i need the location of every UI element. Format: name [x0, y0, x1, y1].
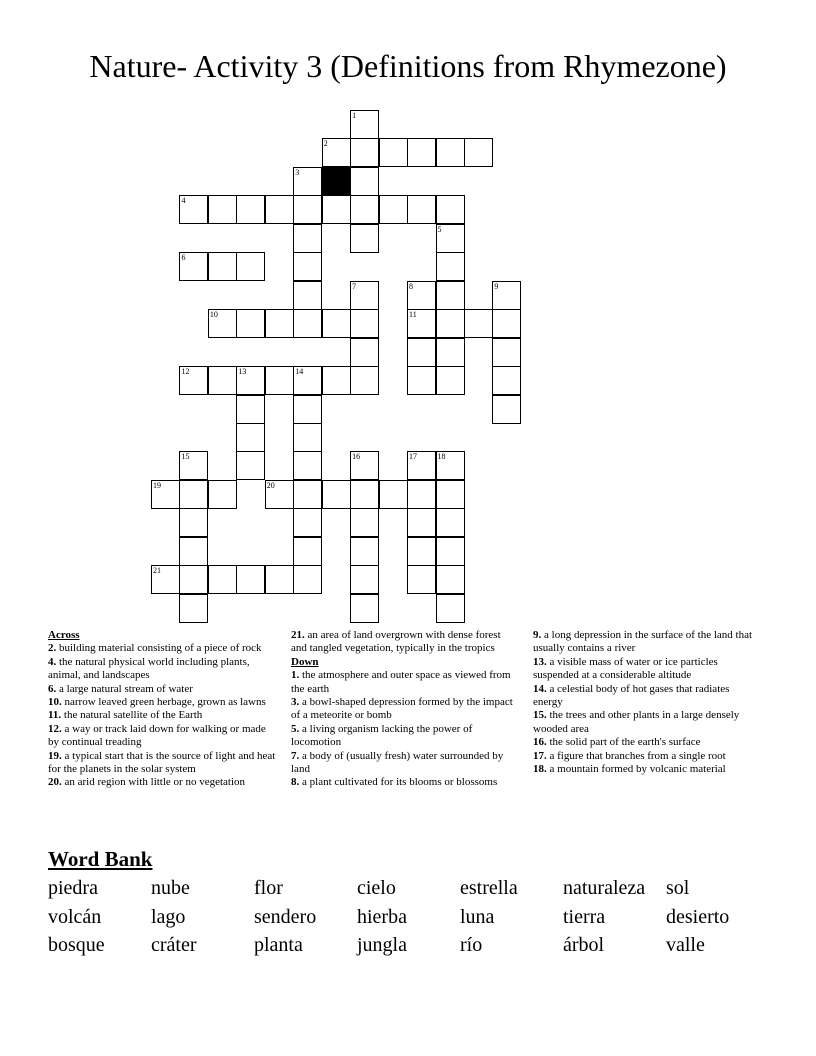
down-clue	[291, 723, 519, 750]
crossword-cell[interactable]	[265, 565, 294, 594]
crossword-cell[interactable]	[436, 224, 465, 253]
crossword-cell[interactable]	[436, 195, 465, 224]
crossword-cell[interactable]	[436, 451, 465, 480]
crossword-cell[interactable]	[179, 508, 208, 537]
clue-text: a figure that branches from a single root	[546, 749, 726, 762]
clue-column-1	[48, 629, 276, 790]
crossword-black-cell	[322, 167, 351, 196]
clue-text: the natural physical world including plants, animal, and landscapes	[48, 655, 250, 682]
word-bank-word: jungla	[357, 934, 407, 956]
crossword-cell[interactable]	[208, 366, 237, 395]
word-bank-word: río	[460, 934, 483, 956]
crossword-cell[interactable]	[179, 594, 208, 623]
crossword-cell[interactable]	[407, 565, 436, 594]
crossword-cell[interactable]	[236, 195, 265, 224]
crossword-cell[interactable]	[436, 338, 465, 367]
crossword-cell[interactable]	[293, 508, 322, 537]
crossword-cell[interactable]	[379, 195, 408, 224]
clue-text: a bowl-shaped depression formed by the impact of a meteorite or bomb	[291, 696, 513, 722]
clue-column-3	[533, 629, 761, 776]
crossword-cell[interactable]	[350, 451, 379, 480]
crossword-cell[interactable]	[350, 281, 379, 310]
clue-text: a typical start that is the source of light and heat for the planets in the solar system	[48, 749, 276, 776]
clue-number-label: 16.	[533, 736, 547, 749]
down-clue	[533, 656, 761, 683]
crossword-cell[interactable]	[407, 281, 436, 310]
clue-text: a long depression in the surface of the land that usually contains a river	[533, 629, 753, 655]
crossword-cell[interactable]	[265, 366, 294, 395]
word-bank-heading: Word Bank	[48, 847, 153, 871]
clue-number: 16	[352, 452, 361, 462]
clue-number-label: 2.	[48, 642, 57, 655]
crossword-cell[interactable]	[436, 138, 465, 167]
down-clue	[291, 669, 519, 696]
clue-number-label: 6.	[48, 682, 57, 695]
crossword-cell[interactable]	[179, 366, 208, 395]
across-clue	[48, 656, 276, 683]
across-heading: Across	[48, 629, 80, 641]
clue-number: 13	[238, 367, 247, 377]
across-clue-list	[48, 642, 276, 789]
crossword-cell[interactable]	[407, 451, 436, 480]
crossword-cell[interactable]	[350, 366, 379, 395]
crossword-cell[interactable]	[265, 309, 294, 338]
crossword-cell[interactable]	[464, 309, 493, 338]
clue-number-label: 11.	[48, 709, 62, 722]
clue-text: a body of (usually fresh) water surrounded by land	[291, 749, 504, 776]
crossword-cell[interactable]	[179, 480, 208, 509]
across-clue	[48, 709, 276, 722]
word-bank-word: estrella	[460, 877, 518, 899]
crossword-cell[interactable]	[350, 480, 379, 509]
crossword-cell[interactable]	[293, 167, 322, 196]
word-bank-word: planta	[254, 934, 303, 956]
crossword-cell[interactable]	[293, 195, 322, 224]
clue-number: 10	[209, 310, 218, 320]
down-clue	[533, 736, 761, 749]
crossword-cell[interactable]	[293, 480, 322, 509]
across-clue	[48, 750, 276, 777]
down-clue	[291, 750, 519, 777]
clue-number: 20	[266, 480, 275, 490]
crossword-cell[interactable]	[379, 138, 408, 167]
clue-number-label: 15.	[533, 709, 547, 722]
crossword-cell[interactable]	[236, 252, 265, 281]
word-bank	[48, 874, 768, 960]
clue-number: 5	[437, 224, 442, 234]
clue-text: the trees and other plants in a large densely wooded area	[533, 709, 740, 735]
crossword-cell[interactable]	[436, 508, 465, 537]
down-clue	[533, 709, 761, 736]
crossword-cell[interactable]	[492, 395, 521, 424]
crossword-cell[interactable]	[436, 537, 465, 566]
clue-number: 2	[323, 139, 328, 149]
word-bank-word: lago	[151, 905, 186, 928]
crossword-cell[interactable]	[407, 508, 436, 537]
crossword-cell[interactable]	[436, 309, 465, 338]
crossword-cell[interactable]	[236, 366, 265, 395]
clue-number-label: 20.	[48, 776, 62, 789]
crossword-cell[interactable]	[236, 309, 265, 338]
word-bank-word: cielo	[357, 877, 396, 899]
crossword-cell[interactable]	[350, 537, 379, 566]
clue-number-label: 3.	[291, 696, 300, 709]
crossword-cell[interactable]	[322, 309, 351, 338]
crossword-cell[interactable]	[293, 565, 322, 594]
crossword-cell[interactable]	[236, 423, 265, 452]
clue-number-label: 10.	[48, 696, 62, 709]
crossword-cell[interactable]	[350, 309, 379, 338]
clue-number: 9	[494, 281, 499, 291]
across-clue	[48, 696, 276, 709]
across-clue	[48, 642, 276, 655]
crossword-cell[interactable]	[208, 195, 237, 224]
clue-number-label: 1.	[291, 669, 300, 682]
clue-number: 8	[409, 281, 414, 291]
crossword-cell[interactable]	[236, 395, 265, 424]
crossword-cell[interactable]	[265, 480, 294, 509]
clue-text: a way or track laid down for walking or made by continual treading	[48, 722, 266, 749]
across-clue	[48, 683, 276, 696]
crossword-cell[interactable]	[293, 395, 322, 424]
crossword-cell[interactable]	[265, 195, 294, 224]
crossword-cell[interactable]	[179, 451, 208, 480]
crossword-cell[interactable]	[179, 252, 208, 281]
crossword-cell[interactable]	[208, 309, 237, 338]
crossword-cell[interactable]	[179, 565, 208, 594]
clue-number-label: 7.	[291, 749, 300, 762]
down-clue-list-continued	[533, 629, 761, 776]
word-bank-word: valle	[666, 934, 705, 956]
crossword-cell[interactable]	[322, 480, 351, 509]
word-bank-word: sol	[666, 877, 690, 899]
word-bank-word: flor	[254, 877, 283, 899]
clue-number: 15	[181, 452, 190, 462]
clue-text: building material consisting of a piece of rock	[56, 642, 262, 655]
across-clue-list-continued	[291, 629, 519, 656]
crossword-cell[interactable]	[322, 138, 351, 167]
clue-number: 11	[409, 310, 417, 320]
crossword-cell[interactable]	[436, 480, 465, 509]
clue-number-label: 21.	[291, 629, 305, 641]
clue-number: 1	[352, 111, 357, 120]
across-clue	[48, 723, 276, 750]
crossword-cell[interactable]	[492, 309, 521, 338]
clue-text: a mountain formed by volcanic material	[546, 763, 726, 776]
down-clue	[533, 750, 761, 763]
crossword-cell[interactable]	[293, 252, 322, 281]
clue-number-label: 4.	[48, 655, 57, 668]
clue-text: a living organism lacking the power of locomotion	[291, 722, 473, 749]
crossword-cell[interactable]	[293, 537, 322, 566]
clue-number: 18	[437, 452, 446, 462]
crossword-cell[interactable]	[492, 338, 521, 367]
crossword-cell[interactable]	[293, 224, 322, 253]
crossword-cell[interactable]	[293, 309, 322, 338]
clue-number: 3	[295, 167, 300, 177]
word-bank-word: luna	[460, 905, 495, 928]
clue-number-label: 9.	[533, 629, 542, 641]
crossword-cell[interactable]	[151, 480, 180, 509]
clue-text: a large natural stream of water	[56, 682, 193, 695]
down-heading: Down	[291, 655, 319, 668]
clue-number-label: 19.	[48, 749, 62, 762]
crossword-cell[interactable]	[407, 480, 436, 509]
crossword-cell[interactable]	[436, 252, 465, 281]
clue-text: an area of land overgrown with dense forest and tangled vegetation, typically in the tropics	[291, 629, 501, 655]
crossword-cell[interactable]	[350, 224, 379, 253]
down-clue-list	[291, 669, 519, 790]
clue-number-label: 8.	[291, 776, 300, 789]
crossword-cell[interactable]	[208, 565, 237, 594]
crossword-cell[interactable]	[179, 195, 208, 224]
crossword-cell[interactable]	[350, 110, 379, 139]
crossword-cell[interactable]	[208, 480, 237, 509]
crossword-cell[interactable]	[407, 338, 436, 367]
down-clue	[533, 629, 761, 656]
crossword-cell[interactable]	[293, 366, 322, 395]
page-title: Nature- Activity 3 (Definitions from Rhymezone)	[89, 48, 727, 84]
clue-number-label: 17.	[533, 749, 547, 762]
word-bank-word: bosque	[48, 934, 105, 956]
clue-text: the atmosphere and outer space as viewed from the earth	[291, 669, 511, 695]
crossword-cell[interactable]	[492, 281, 521, 310]
crossword-cell[interactable]	[492, 366, 521, 395]
clue-number: 19	[153, 480, 161, 490]
crossword-cell[interactable]	[436, 366, 465, 395]
clue-number: 14	[295, 367, 304, 377]
word-bank-word: naturaleza	[563, 877, 646, 899]
crossword-cell[interactable]	[436, 594, 465, 623]
crossword-cell[interactable]	[350, 167, 379, 196]
word-bank-word: hierba	[357, 905, 407, 928]
crossword-cell[interactable]	[322, 366, 351, 395]
crossword-cell[interactable]	[407, 195, 436, 224]
across-clue	[48, 776, 276, 789]
word-bank-word: desierto	[666, 905, 730, 928]
clue-number: 21	[153, 566, 161, 576]
crossword-cell[interactable]	[236, 451, 265, 480]
word-bank-word: tierra	[563, 905, 606, 928]
clue-text: the solid part of the earth's surface	[546, 736, 701, 749]
clue-number: 7	[352, 281, 357, 291]
down-clue	[533, 683, 761, 710]
crossword-cell[interactable]	[350, 508, 379, 537]
crossword-cell[interactable]	[350, 338, 379, 367]
clue-number-label: 18.	[533, 763, 547, 776]
crossword-cell[interactable]	[293, 281, 322, 310]
crossword-cell[interactable]	[407, 537, 436, 566]
crossword-cell[interactable]	[179, 537, 208, 566]
clue-text: an arid region with little or no vegetation	[61, 776, 246, 789]
clue-text: the natural satellite of the Earth	[61, 709, 203, 722]
crossword-cell[interactable]	[407, 309, 436, 338]
word-bank-word: volcán	[48, 905, 102, 928]
word-bank-word: piedra	[48, 877, 98, 899]
crossword-cell[interactable]	[293, 451, 322, 480]
word-bank-word: nube	[151, 877, 190, 899]
clue-number: 12	[181, 367, 190, 377]
crossword-cell[interactable]	[208, 252, 237, 281]
crossword-cell[interactable]	[293, 423, 322, 452]
crossword-cell[interactable]	[407, 138, 436, 167]
clue-number: 4	[181, 196, 186, 206]
clue-text: a plant cultivated for its blooms or blossoms	[299, 776, 498, 789]
crossword-cell[interactable]	[350, 594, 379, 623]
word-bank-word: cráter	[151, 934, 197, 956]
crossword-cell[interactable]	[322, 195, 351, 224]
crossword-cell[interactable]	[464, 138, 493, 167]
clue-number-label: 14.	[533, 682, 547, 695]
clue-column-2	[291, 629, 519, 790]
down-clue	[291, 776, 519, 789]
word-bank-word: árbol	[563, 934, 605, 956]
clue-number: 6	[181, 253, 186, 263]
clue-text: a celestial body of hot gases that radiates energy	[533, 682, 730, 709]
crossword-cell[interactable]	[350, 138, 379, 167]
crossword-cell[interactable]	[350, 565, 379, 594]
crossword-cell[interactable]	[236, 565, 265, 594]
crossword-cell[interactable]	[407, 366, 436, 395]
down-clue	[533, 763, 761, 776]
crossword-cell[interactable]	[151, 565, 180, 594]
crossword-cell[interactable]	[436, 281, 465, 310]
clue-number-label: 12.	[48, 722, 62, 735]
clue-number: 17	[409, 452, 418, 462]
clue-number-label: 13.	[533, 655, 547, 668]
crossword-cell[interactable]	[350, 195, 379, 224]
clue-text: a visible mass of water or ice particles suspended at a considerable altitude	[533, 655, 718, 682]
across-clue	[291, 629, 519, 656]
crossword-cell[interactable]	[379, 480, 408, 509]
crossword-cell[interactable]	[436, 565, 465, 594]
down-clue	[291, 696, 519, 723]
clue-text: narrow leaved green herbage, grown as lawns	[61, 696, 266, 709]
word-bank-word: sendero	[254, 905, 317, 928]
clue-number-label: 5.	[291, 722, 300, 735]
